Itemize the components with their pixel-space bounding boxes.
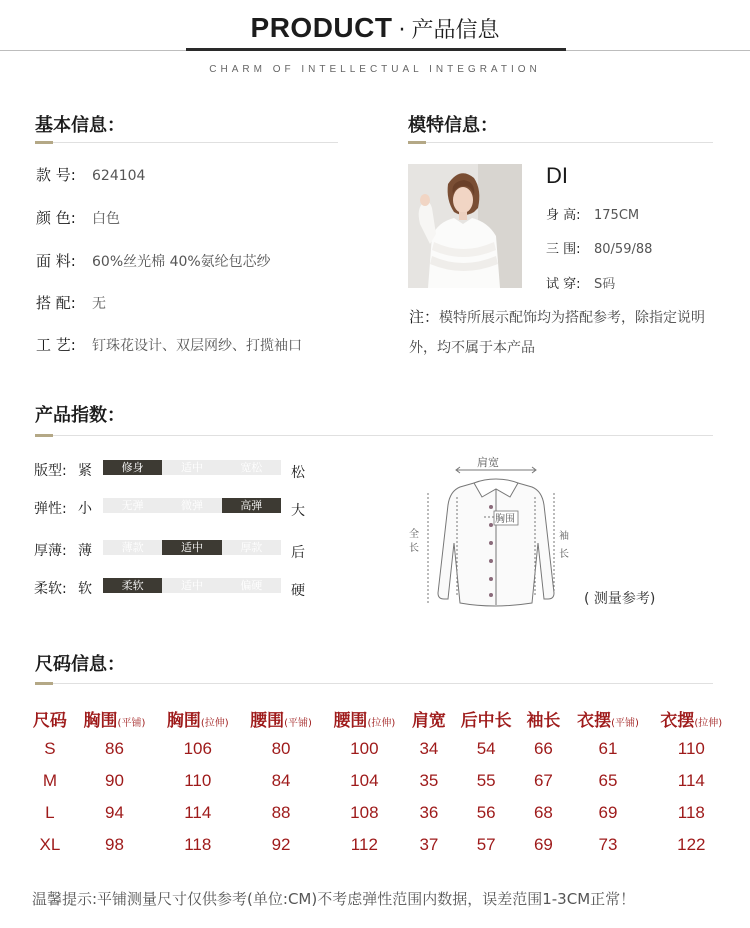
model-note [409,302,719,363]
size-cell: 80 [271,739,291,758]
size-cell: 57 [476,835,496,854]
index-high: 松 [291,465,305,481]
index-scale [103,498,281,513]
index-option: 偏硬 [222,578,281,593]
size-cell: 54 [476,739,496,758]
size-cell: 56 [476,803,496,822]
size-cell: 88 [271,803,291,822]
page-header [0,12,750,44]
size-cell: 104 [350,771,379,790]
info-row-style-no [36,164,145,185]
model-name: DI [546,163,568,188]
size-cell: 98 [105,835,124,854]
info-row-fabric [36,250,271,271]
basic-info-divider [35,142,338,143]
size-cell: 55 [476,771,496,790]
model-photo [408,164,522,288]
index-option: 适中 [162,540,221,555]
size-cell: 66 [533,739,553,758]
size-cell: 90 [105,771,124,790]
size-cell: 106 [183,739,212,758]
index-scale [103,578,281,593]
basic-info-title: 基本信息： [35,115,125,136]
size-cell: 37 [419,835,439,854]
index-option: 适中 [162,578,221,593]
size-cell: 35 [419,771,439,790]
diagram-shoulder-label: 肩宽 [477,456,499,469]
model-label: 试 穿: [546,277,581,292]
info-label: 面 料: [36,252,76,270]
index-label: 版型: [34,463,67,479]
index-high: 硬 [291,583,305,599]
model-value: S码 [594,277,616,292]
info-value: 白色 [92,211,120,227]
index-label: 柔软: [34,581,67,597]
size-info-divider [35,683,713,684]
model-note-text: 模特所展示配饰均为搭配参考，除指定说明外，均不属于本产品 [409,310,706,356]
index-low: 薄 [78,543,92,559]
info-row-color [36,207,120,228]
model-row-measurements [546,238,652,257]
size-cell: 34 [419,739,439,758]
info-row-craft [36,334,302,355]
size-header-cell: 腰围(拉伸) [333,710,396,731]
index-option: 薄款 [103,540,162,555]
size-cell: XL [39,835,61,854]
size-cell: S [44,739,56,758]
size-table-row [27,733,733,765]
size-cell: L [45,803,55,822]
diagram-chest-label: 胸围 [495,514,515,525]
header-subtitle: CHARM OF INTELLECTUAL INTEGRATION [209,64,541,75]
size-cell: 118 [677,803,705,822]
index-option: 柔软 [103,578,162,593]
model-value: 175CM [594,208,640,223]
size-header-cell: 袖长 [526,710,561,731]
size-cell: 36 [419,803,439,822]
diagram-sleeve-label-2: 长 [559,549,569,560]
index-label: 厚薄: [34,543,67,559]
header-underline [186,48,566,51]
size-cell: 94 [105,803,124,822]
size-cell: 69 [533,835,553,854]
size-cell: 100 [350,739,379,758]
size-header-cell: 后中长 [460,710,512,731]
size-cell: 92 [271,835,291,854]
model-note-label: 注： [409,308,440,326]
size-cell: 61 [598,739,618,758]
size-cell: 86 [105,739,124,758]
size-cell: 122 [677,835,706,854]
size-cell: 67 [533,771,553,790]
size-cell: 65 [598,771,618,790]
size-cell: 118 [184,835,212,854]
index-option: 厚款 [222,540,281,555]
size-cell: 73 [598,835,618,854]
size-table-row [27,829,733,861]
model-label: 身 高: [546,208,581,223]
size-tip: 温馨提示:平铺测量尺寸仅供参考(单位:CM)不考虑弹性范围内数据，误差范围1-3CM正常！ [32,890,636,908]
info-label: 款 号: [36,166,76,184]
size-header-cell: 衣摆(平铺) [577,710,639,731]
size-header-cell: 腰围(平铺) [250,710,312,731]
index-option: 适中 [162,460,221,475]
model-label: 三 围: [546,242,581,257]
size-cell: M [42,771,57,790]
size-cell: 112 [350,835,378,854]
model-value: 80/59/88 [594,242,653,257]
measurement-diagram [404,453,589,628]
model-row-fitted-size [546,273,615,292]
size-cell: 114 [677,771,705,790]
size-cell: 84 [271,771,291,790]
header-separator: · [398,18,406,43]
index-low: 紧 [78,463,92,479]
info-row-match [36,292,106,313]
measurement-note: ( 测量参考) [584,591,656,607]
header-title-en: PRODUCT [250,12,393,43]
index-option: 无弹 [103,498,162,513]
product-index-divider [35,435,713,436]
header-title-zh: 产品信息 [411,18,500,43]
info-label: 颜 色: [36,209,76,227]
size-header-cell: 尺码 [32,710,67,731]
index-option: 宽松 [222,460,281,475]
index-scale [103,540,281,555]
info-value: 无 [92,296,106,312]
size-table-header [27,703,733,733]
model-info-divider [408,142,713,143]
info-value: 钉珠花设计、双层网纱、打揽袖口 [92,338,302,354]
size-header-cell: 胸围(平铺) [83,710,146,731]
size-header-cell: 衣摆(拉伸) [660,710,723,731]
index-low: 软 [78,581,92,597]
size-cell: 110 [677,739,705,758]
size-info-title: 尺码信息： [35,654,125,675]
size-cell: 114 [184,803,212,822]
size-table [27,703,733,861]
index-scale [103,460,281,475]
index-high: 后 [291,545,305,561]
index-option: 微弹 [162,498,221,513]
size-cell: 110 [184,771,212,790]
model-info-title: 模特信息： [408,115,498,136]
size-cell: 68 [533,803,553,822]
size-cell: 108 [350,803,379,822]
info-value: 624104 [92,168,146,184]
info-value: 60%丝光棉 40%氨纶包芯纱 [92,254,271,270]
diagram-length-label-2: 长 [409,543,419,554]
index-low: 小 [78,501,92,517]
size-cell: 69 [598,803,618,822]
product-index-title: 产品指数： [35,405,125,426]
diagram-length-label-1: 全 [409,529,419,540]
index-label: 弹性: [34,501,67,517]
size-header-cell: 肩宽 [411,710,446,731]
info-label: 搭 配: [36,294,76,312]
size-table-row [27,797,733,829]
index-high: 大 [291,503,305,519]
size-header-cell: 胸围(拉伸) [166,710,229,731]
info-label: 工 艺: [36,336,76,354]
diagram-sleeve-label-1: 袖 [559,531,569,542]
index-option: 修身 [103,460,162,475]
size-table-row [27,765,733,797]
index-option: 高弹 [222,498,281,513]
model-row-height [546,204,639,223]
